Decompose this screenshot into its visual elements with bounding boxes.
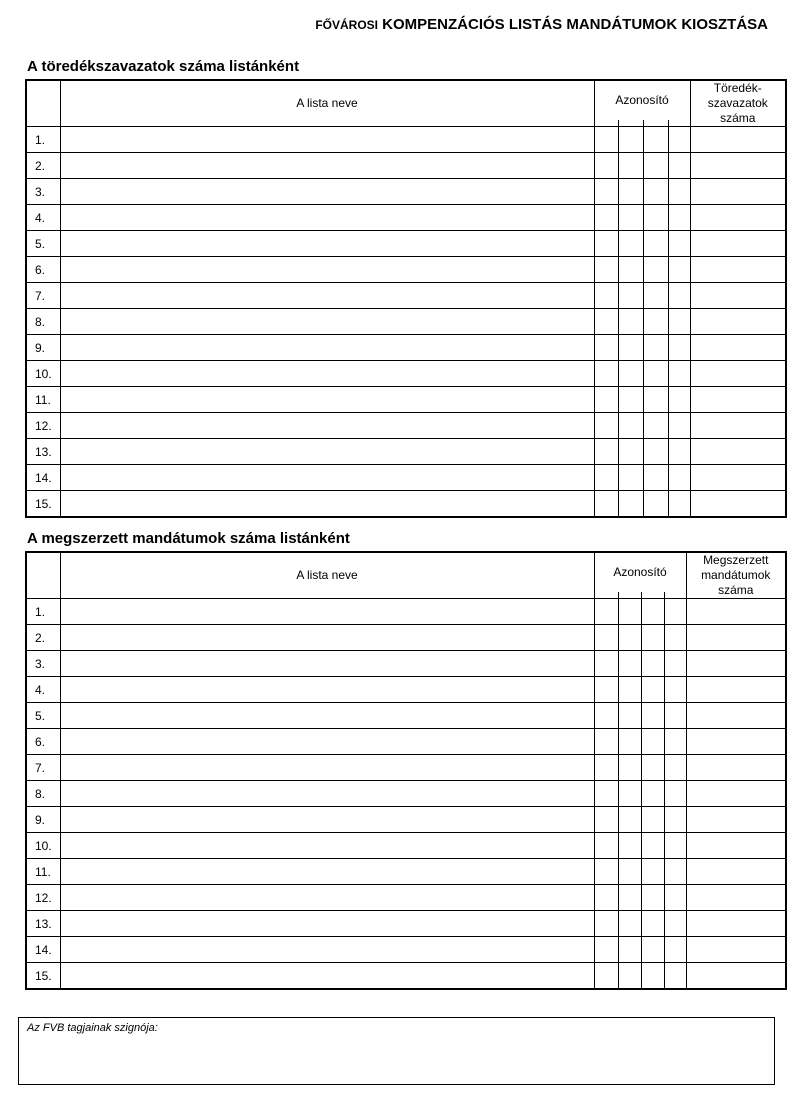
identifier-digit-field[interactable] [643, 387, 668, 413]
mandates-field[interactable] [686, 963, 786, 990]
identifier-digit-field[interactable] [618, 729, 641, 755]
fractional-votes-field[interactable] [690, 309, 786, 335]
identifier-digit-field[interactable] [618, 859, 641, 885]
table-row [26, 859, 786, 885]
identifier-digit-field[interactable] [618, 677, 641, 703]
identifier-digit-field[interactable] [594, 599, 618, 625]
identifier-digit-field[interactable] [618, 625, 641, 651]
identifier-digit-field[interactable] [618, 153, 643, 179]
identifier-digit-field[interactable] [618, 257, 643, 283]
identifier-digit-field[interactable] [641, 625, 664, 651]
mandates-field[interactable] [686, 755, 786, 781]
row-number: 6. [26, 729, 60, 755]
table-row [26, 833, 786, 859]
identifier-digit-field[interactable] [641, 833, 664, 859]
table-row [26, 807, 786, 833]
list-name-field[interactable] [60, 335, 594, 361]
fractional-votes-field[interactable] [690, 361, 786, 387]
identifier-digit-field[interactable] [668, 205, 690, 231]
row-number: 6. [26, 257, 60, 283]
list-name-field[interactable] [60, 859, 594, 885]
identifier-digit-field[interactable] [664, 963, 686, 990]
row-number: 8. [26, 781, 60, 807]
identifier-digit-field[interactable] [594, 703, 618, 729]
list-name-field[interactable] [60, 911, 594, 937]
row-number: 14. [26, 465, 60, 491]
identifier-digit-field[interactable] [618, 413, 643, 439]
identifier-digit-field[interactable] [668, 439, 690, 465]
page-title-main: KOMPENZÁCIÓS LISTÁS MANDÁTUMOK KIOSZTÁSA [382, 16, 768, 33]
identifier-digit-field[interactable] [618, 885, 641, 911]
page-title [315, 16, 768, 33]
id-sub-cell [594, 592, 618, 599]
table-row [26, 703, 786, 729]
signature-box[interactable] [18, 1017, 775, 1085]
table-row [26, 335, 786, 361]
identifier-digit-field[interactable] [594, 833, 618, 859]
list-name-field[interactable] [60, 625, 594, 651]
identifier-digit-field[interactable] [618, 465, 643, 491]
identifier-digit-field[interactable] [641, 859, 664, 885]
row-number: 4. [26, 677, 60, 703]
list-name-field[interactable] [60, 361, 594, 387]
identifier-digit-field[interactable] [594, 755, 618, 781]
row-number: 5. [26, 231, 60, 257]
identifier-header: Azonosító [594, 552, 686, 592]
identifier-digit-field[interactable] [668, 491, 690, 518]
identifier-digit-field[interactable] [668, 231, 690, 257]
identifier-digit-field[interactable] [618, 231, 643, 257]
row-number: 11. [26, 387, 60, 413]
identifier-digit-field[interactable] [641, 677, 664, 703]
mandates-field[interactable] [686, 859, 786, 885]
identifier-digit-field[interactable] [618, 703, 641, 729]
identifier-digit-field[interactable] [668, 387, 690, 413]
list-name-field[interactable] [60, 231, 594, 257]
identifier-digit-field[interactable] [618, 335, 643, 361]
mandates-field[interactable] [686, 911, 786, 937]
list-name-field[interactable] [60, 387, 594, 413]
fractional-votes-field[interactable] [690, 205, 786, 231]
identifier-digit-field[interactable] [594, 491, 618, 518]
table-row [26, 439, 786, 465]
identifier-digit-field[interactable] [668, 257, 690, 283]
fractional-votes-field[interactable] [690, 153, 786, 179]
row-number: 3. [26, 179, 60, 205]
table-row [26, 465, 786, 491]
identifier-header: Azonosító [594, 80, 690, 120]
list-name-field[interactable] [60, 179, 594, 205]
identifier-digit-field[interactable] [668, 361, 690, 387]
list-name-field[interactable] [60, 153, 594, 179]
identifier-digit-field[interactable] [594, 127, 618, 153]
fractional-votes-field[interactable] [690, 127, 786, 153]
list-name-header: A lista neve [60, 552, 594, 599]
table-row [26, 677, 786, 703]
row-number: 11. [26, 859, 60, 885]
identifier-digit-field[interactable] [618, 937, 641, 963]
identifier-digit-field[interactable] [618, 781, 641, 807]
row-number: 7. [26, 755, 60, 781]
identifier-digit-field[interactable] [618, 283, 643, 309]
identifier-digit-field[interactable] [664, 625, 686, 651]
identifier-digit-field[interactable] [664, 651, 686, 677]
identifier-digit-field[interactable] [664, 807, 686, 833]
identifier-digit-field[interactable] [641, 807, 664, 833]
identifier-digit-field[interactable] [594, 937, 618, 963]
identifier-digit-field[interactable] [641, 963, 664, 990]
identifier-digit-field[interactable] [618, 963, 641, 990]
identifier-digit-field[interactable] [594, 283, 618, 309]
id-sub-cell [618, 592, 641, 599]
row-number: 15. [26, 491, 60, 518]
identifier-digit-field[interactable] [618, 833, 641, 859]
identifier-digit-field[interactable] [594, 465, 618, 491]
identifier-digit-field[interactable] [641, 703, 664, 729]
signature-label: Az FVB tagjainak szignója: [27, 1022, 158, 1034]
mandates-field[interactable] [686, 677, 786, 703]
identifier-digit-field[interactable] [668, 179, 690, 205]
table-row [26, 885, 786, 911]
identifier-digit-field[interactable] [641, 937, 664, 963]
table-row [26, 257, 786, 283]
identifier-digit-field[interactable] [643, 309, 668, 335]
identifier-digit-field[interactable] [594, 651, 618, 677]
identifier-digit-field[interactable] [643, 439, 668, 465]
list-name-field[interactable] [60, 413, 594, 439]
mandates-field[interactable] [686, 807, 786, 833]
identifier-digit-field[interactable] [594, 859, 618, 885]
identifier-digit-field[interactable] [664, 911, 686, 937]
table-row [26, 911, 786, 937]
identifier-digit-field[interactable] [594, 335, 618, 361]
table-row [26, 625, 786, 651]
identifier-digit-field[interactable] [664, 833, 686, 859]
table-row [26, 231, 786, 257]
list-name-field[interactable] [60, 127, 594, 153]
list-name-field[interactable] [60, 309, 594, 335]
mandates-header: Megszerzett mandátumok száma [686, 552, 786, 599]
identifier-digit-field[interactable] [594, 361, 618, 387]
identifier-digit-field[interactable] [618, 361, 643, 387]
list-name-field[interactable] [60, 257, 594, 283]
identifier-digit-field[interactable] [594, 807, 618, 833]
identifier-digit-field[interactable] [668, 283, 690, 309]
row-number: 13. [26, 439, 60, 465]
list-name-field[interactable] [60, 599, 594, 625]
identifier-digit-field[interactable] [618, 911, 641, 937]
fractional-votes-field[interactable] [690, 465, 786, 491]
section2-title: A megszerzett mandátumok száma listánként [27, 530, 350, 547]
table-row [26, 963, 786, 990]
identifier-digit-field[interactable] [594, 625, 618, 651]
identifier-digit-field[interactable] [594, 911, 618, 937]
identifier-digit-field[interactable] [668, 413, 690, 439]
mandates-field[interactable] [686, 703, 786, 729]
row-number: 12. [26, 413, 60, 439]
identifier-digit-field[interactable] [641, 599, 664, 625]
identifier-digit-field[interactable] [618, 179, 643, 205]
identifier-digit-field[interactable] [643, 413, 668, 439]
identifier-digit-field[interactable] [643, 465, 668, 491]
list-name-field[interactable] [60, 491, 594, 518]
identifier-digit-field[interactable] [664, 729, 686, 755]
row-number: 3. [26, 651, 60, 677]
table-row [26, 387, 786, 413]
identifier-digit-field[interactable] [618, 309, 643, 335]
fractional-votes-header: Töredék-szavazatok száma [690, 80, 786, 127]
id-sub-cell [641, 592, 664, 599]
row-number: 7. [26, 283, 60, 309]
row-number: 10. [26, 833, 60, 859]
list-name-field[interactable] [60, 885, 594, 911]
identifier-digit-field[interactable] [643, 179, 668, 205]
row-number: 13. [26, 911, 60, 937]
row-number: 9. [26, 335, 60, 361]
identifier-digit-field[interactable] [594, 885, 618, 911]
fractional-votes-field[interactable] [690, 413, 786, 439]
list-name-field[interactable] [60, 755, 594, 781]
mandates-table [25, 551, 787, 990]
corner-cell [26, 80, 60, 127]
identifier-digit-field[interactable] [664, 859, 686, 885]
row-number: 1. [26, 599, 60, 625]
mandates-field[interactable] [686, 781, 786, 807]
identifier-digit-field[interactable] [664, 677, 686, 703]
identifier-digit-field[interactable] [618, 387, 643, 413]
identifier-digit-field[interactable] [643, 127, 668, 153]
row-number: 9. [26, 807, 60, 833]
id-sub-cell [643, 120, 668, 127]
identifier-digit-field[interactable] [643, 491, 668, 518]
row-number: 2. [26, 153, 60, 179]
identifier-digit-field[interactable] [618, 651, 641, 677]
table-row [26, 179, 786, 205]
identifier-digit-field[interactable] [618, 755, 641, 781]
row-number: 1. [26, 127, 60, 153]
identifier-digit-field[interactable] [664, 885, 686, 911]
fractional-votes-field[interactable] [690, 387, 786, 413]
fractional-votes-field[interactable] [690, 491, 786, 518]
identifier-digit-field[interactable] [643, 257, 668, 283]
identifier-digit-field[interactable] [594, 205, 618, 231]
table-row [26, 491, 786, 518]
fractional-votes-field[interactable] [690, 335, 786, 361]
table-row [26, 205, 786, 231]
identifier-digit-field[interactable] [618, 205, 643, 231]
identifier-digit-field[interactable] [641, 911, 664, 937]
id-sub-cell [594, 120, 618, 127]
list-name-field[interactable] [60, 833, 594, 859]
fractional-votes-field[interactable] [690, 257, 786, 283]
corner-cell [26, 552, 60, 599]
table-row [26, 729, 786, 755]
identifier-digit-field[interactable] [668, 309, 690, 335]
mandates-field[interactable] [686, 729, 786, 755]
list-name-field[interactable] [60, 283, 594, 309]
identifier-digit-field[interactable] [618, 807, 641, 833]
table-row [26, 127, 786, 153]
identifier-digit-field[interactable] [594, 781, 618, 807]
table-row [26, 361, 786, 387]
table-row [26, 153, 786, 179]
id-sub-cell [668, 120, 690, 127]
list-name-field[interactable] [60, 205, 594, 231]
identifier-digit-field[interactable] [668, 335, 690, 361]
table-row [26, 755, 786, 781]
list-name-field[interactable] [60, 465, 594, 491]
list-name-field[interactable] [60, 781, 594, 807]
identifier-digit-field[interactable] [641, 729, 664, 755]
identifier-digit-field[interactable] [594, 231, 618, 257]
list-name-field[interactable] [60, 651, 594, 677]
identifier-digit-field[interactable] [618, 439, 643, 465]
page-title-prefix: FŐVÁROSI [315, 18, 378, 32]
table-row [26, 599, 786, 625]
identifier-digit-field[interactable] [668, 127, 690, 153]
identifier-digit-field[interactable] [594, 677, 618, 703]
identifier-digit-field[interactable] [594, 439, 618, 465]
row-number: 2. [26, 625, 60, 651]
table-row [26, 309, 786, 335]
list-name-field[interactable] [60, 677, 594, 703]
row-number: 12. [26, 885, 60, 911]
identifier-digit-field[interactable] [643, 205, 668, 231]
identifier-digit-field[interactable] [664, 755, 686, 781]
table-row [26, 283, 786, 309]
identifier-digit-field[interactable] [641, 781, 664, 807]
identifier-digit-field[interactable] [594, 387, 618, 413]
list-name-field[interactable] [60, 937, 594, 963]
fractional-votes-field[interactable] [690, 439, 786, 465]
identifier-digit-field[interactable] [594, 729, 618, 755]
identifier-digit-field[interactable] [594, 413, 618, 439]
identifier-digit-field[interactable] [643, 231, 668, 257]
identifier-digit-field[interactable] [664, 703, 686, 729]
table-row [26, 781, 786, 807]
table-row [26, 651, 786, 677]
list-name-field[interactable] [60, 963, 594, 990]
identifier-digit-field[interactable] [641, 755, 664, 781]
list-name-header: A lista neve [60, 80, 594, 127]
row-number: 15. [26, 963, 60, 990]
identifier-digit-field[interactable] [594, 179, 618, 205]
identifier-digit-field[interactable] [643, 361, 668, 387]
identifier-digit-field[interactable] [643, 335, 668, 361]
table-row [26, 937, 786, 963]
identifier-digit-field[interactable] [643, 283, 668, 309]
identifier-digit-field[interactable] [641, 651, 664, 677]
section1-title: A töredékszavazatok száma listánként [27, 58, 300, 75]
identifier-digit-field[interactable] [643, 153, 668, 179]
fractional-votes-field[interactable] [690, 283, 786, 309]
identifier-digit-field[interactable] [594, 309, 618, 335]
identifier-digit-field[interactable] [618, 127, 643, 153]
id-sub-cell [664, 592, 686, 599]
identifier-digit-field[interactable] [594, 257, 618, 283]
fractional-votes-field[interactable] [690, 179, 786, 205]
identifier-digit-field[interactable] [618, 491, 643, 518]
identifier-digit-field[interactable] [668, 465, 690, 491]
mandates-field[interactable] [686, 625, 786, 651]
row-number: 5. [26, 703, 60, 729]
fractional-votes-table [25, 79, 787, 518]
identifier-digit-field[interactable] [668, 153, 690, 179]
list-name-field[interactable] [60, 703, 594, 729]
mandates-field[interactable] [686, 937, 786, 963]
list-name-field[interactable] [60, 807, 594, 833]
table-row [26, 413, 786, 439]
mandates-field[interactable] [686, 833, 786, 859]
row-number: 8. [26, 309, 60, 335]
row-number: 4. [26, 205, 60, 231]
identifier-digit-field[interactable] [618, 599, 641, 625]
identifier-digit-field[interactable] [594, 153, 618, 179]
id-sub-cell [618, 120, 643, 127]
fractional-votes-field[interactable] [690, 231, 786, 257]
mandates-field[interactable] [686, 651, 786, 677]
identifier-digit-field[interactable] [664, 937, 686, 963]
list-name-field[interactable] [60, 729, 594, 755]
mandates-field[interactable] [686, 599, 786, 625]
row-number: 10. [26, 361, 60, 387]
identifier-digit-field[interactable] [594, 963, 618, 990]
list-name-field[interactable] [60, 439, 594, 465]
identifier-digit-field[interactable] [664, 599, 686, 625]
identifier-digit-field[interactable] [641, 885, 664, 911]
row-number: 14. [26, 937, 60, 963]
identifier-digit-field[interactable] [664, 781, 686, 807]
mandates-field[interactable] [686, 885, 786, 911]
